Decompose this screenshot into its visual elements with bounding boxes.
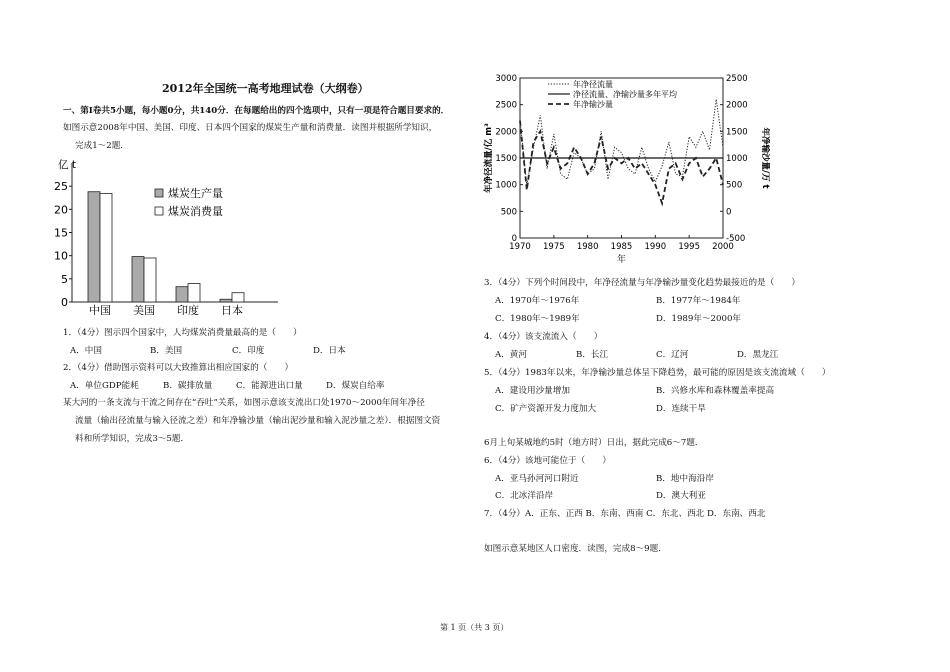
- question-6-option-a[interactable]: A．亚马孙河河口附近: [495, 474, 579, 484]
- question-5-stem: 5．（4分）1983年以来，年净输沙量总体呈下降趋势，最可能的原因是该支流流域（ ）: [484, 368, 831, 378]
- left-y-tick-label: 1500: [495, 154, 517, 164]
- question-2-option-d[interactable]: D．煤炭自给率: [326, 381, 385, 391]
- question-1-option-c[interactable]: C．印度: [232, 346, 265, 356]
- coal-bar-chart: [52, 155, 284, 315]
- question-4-option-d[interactable]: D．黑龙江: [737, 350, 779, 360]
- legend-label: 年净输沙量: [573, 100, 613, 109]
- question-5-option-b[interactable]: B．兴修水库和森林覆盖率提高: [656, 386, 775, 396]
- question-7-stem: 7．（4分）A．正东、正西 B．东南、西南 C．东北、西北 D．东南、西北: [484, 509, 766, 519]
- bar-consumption: [144, 258, 156, 302]
- left-y-tick-label: 0: [511, 234, 517, 244]
- legend-label: 年净径流量: [573, 80, 613, 89]
- right-y-tick-label: -500: [726, 234, 746, 244]
- legend-swatch: [155, 189, 163, 197]
- x-tick-label: 1985: [610, 242, 633, 252]
- question-2-stem: 2．（4分）借助图示资料可以大致推算出相应国家的（ ）: [63, 363, 294, 373]
- bar-production: [220, 299, 232, 302]
- question-1-option-a[interactable]: A．中国: [70, 346, 102, 356]
- question-1-option-b[interactable]: B．美国: [150, 346, 183, 356]
- question-4-option-b[interactable]: B．长江: [576, 350, 609, 360]
- bar-production: [176, 287, 188, 302]
- legend-label: 煤炭消费量: [168, 205, 223, 218]
- question-1-stem: 1．（4分）图示四个国家中，人均煤炭消费量最高的是（ ）: [63, 328, 302, 338]
- question-3-stem: 3．（4分）下列个时间段中，年净径流量与年净输沙量变化趋势最接近的是（ ）: [484, 278, 801, 288]
- x-axis-label: 年: [616, 255, 627, 265]
- x-category-label: 中国: [89, 304, 111, 315]
- left-y-tick-label: 1000: [495, 180, 517, 191]
- question-3-option-d[interactable]: D．1989年～2000年: [656, 314, 742, 324]
- left-y-axis-label: 年净径流量/亿 m³: [484, 123, 494, 193]
- x-tick-label: 1995: [678, 242, 700, 252]
- question-5-option-c[interactable]: C．矿产资源开发力度加大: [495, 404, 597, 414]
- left-y-tick-label: 2000: [495, 127, 517, 138]
- page-footer: 第 1 页（共 3 页）: [440, 623, 509, 632]
- section-heading: 一、第Ⅰ卷共5小题，每小题0分，共140分．在每题给出的四个选项中，只有一项是符合题目要求的．: [63, 106, 450, 116]
- runoff-series-line: [520, 99, 723, 184]
- y-tick-label: 0: [61, 296, 68, 309]
- legend-label: 煤炭生产量: [168, 187, 223, 200]
- right-y-tick-label: 2500: [726, 74, 748, 84]
- intro-text-2-line1: 某大河的一条支流与干流之间存在“吞吐”关系，如图示意该支流出口处1970～2000年间年净径: [63, 398, 425, 408]
- question-2-option-b[interactable]: B．碳排放量: [163, 381, 213, 391]
- question-3-option-c[interactable]: C．1980年～1989年: [495, 314, 580, 324]
- question-6-option-d[interactable]: D．澳大利亚: [656, 491, 706, 501]
- x-tick-label: 1975: [543, 242, 565, 252]
- right-y-tick-label: 1500: [726, 127, 748, 138]
- right-y-axis-label: 年净输沙量/万 t: [760, 127, 770, 189]
- intro-text-3: 6月上旬某城地约5时（地方时）日出，据此完成6～7题．: [484, 438, 704, 448]
- intro-text-4: 如图示意某地区人口密度．读图，完成8～9题．: [484, 544, 667, 554]
- runoff-sediment-line-chart: [478, 70, 770, 270]
- question-6-option-b[interactable]: B．地中海沿岸: [656, 474, 714, 484]
- y-tick-label: 20: [54, 203, 68, 217]
- x-category-label: 日本: [221, 304, 243, 315]
- question-1-option-d[interactable]: D．日本: [313, 346, 346, 356]
- y-tick-label: 25: [54, 180, 68, 194]
- legend-swatch: [155, 207, 163, 215]
- left-y-tick-label: 2500: [495, 100, 517, 111]
- bar-consumption: [188, 283, 200, 302]
- x-tick-label: 2000: [712, 242, 734, 252]
- question-6-option-c[interactable]: C．北冰洋沿岸: [495, 491, 554, 501]
- right-y-tick-label: 2000: [726, 100, 748, 111]
- left-y-tick-label: 3000: [495, 74, 517, 84]
- bar-production: [132, 257, 144, 302]
- y-tick-label: 5: [61, 272, 68, 286]
- question-2-option-c[interactable]: C．能源进出口量: [236, 381, 303, 391]
- question-5-option-d[interactable]: D．连续干旱: [656, 404, 706, 414]
- right-y-tick-label: 1000: [726, 154, 748, 164]
- question-3-option-a[interactable]: A．1970年～1976年: [495, 296, 580, 306]
- x-tick-label: 1970: [509, 242, 531, 252]
- question-2-option-a[interactable]: A．单位GDP能耗: [70, 381, 139, 391]
- x-tick-label: 1990: [644, 242, 667, 252]
- intro-text-2-line3: 料和所学知识，完成3～5题．: [75, 434, 190, 444]
- right-y-tick-label: 0: [726, 207, 732, 218]
- question-4-option-c[interactable]: C．辽河: [656, 350, 689, 360]
- bar-consumption: [232, 293, 244, 302]
- right-y-tick-label: 500: [726, 180, 743, 191]
- y-tick-label: 15: [54, 226, 68, 240]
- y-tick-label: 10: [54, 249, 68, 263]
- bar-consumption: [100, 194, 112, 302]
- legend-label: 净径流量、净输沙量多年平均: [573, 90, 677, 99]
- question-4-stem: 4．（4分）该支流流入（ ）: [484, 332, 603, 342]
- intro-text-2-line2: 流量（输出径流量与输入径流之差）和年净输沙量（输出泥沙量和输入泥沙量之差）．根据图文资: [75, 416, 441, 426]
- question-3-option-b[interactable]: B．1977年～1984年: [656, 296, 741, 306]
- intro-text-1-line1: 如图示意2008年中国、美国、印度、日本四个国家的煤炭生产量和消费量．读图并根据所学知识，: [63, 123, 438, 133]
- bar-production: [88, 192, 100, 302]
- left-y-tick-label: 500: [500, 207, 517, 218]
- question-5-option-a[interactable]: A．建设用沙量增加: [495, 386, 570, 396]
- x-category-label: 美国: [133, 304, 155, 315]
- y-axis-label: 亿 t: [58, 159, 76, 171]
- question-4-option-a[interactable]: A．黄河: [495, 350, 527, 360]
- page-title: 2012年全国统一高考地理试卷（大纲卷）: [162, 82, 369, 95]
- x-tick-label: 1980: [576, 242, 599, 252]
- question-6-stem: 6．（4分）该地可能位于（ ）: [484, 456, 611, 466]
- x-category-label: 印度: [177, 304, 199, 315]
- intro-text-1-line2: 完成1～2题．: [75, 141, 129, 151]
- sediment-series-line: [520, 121, 723, 204]
